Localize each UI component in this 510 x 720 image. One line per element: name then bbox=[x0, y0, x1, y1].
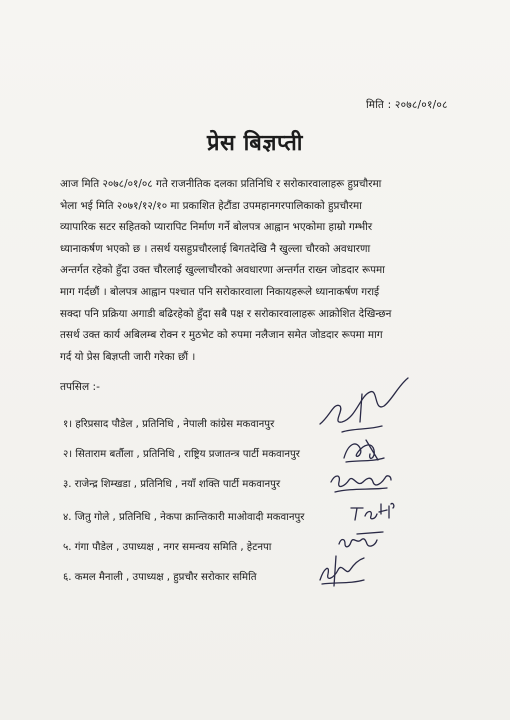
body-line: व्यापारिक सटर सहितको प्यारापिट निर्माण गर्ने बोलपत्र आह्वान भएकोमा हाम्रो गम्भीर bbox=[60, 221, 373, 234]
signatory-line: ३. राजेन्द्र शिम्खडा , प्रतिनिधि , नयाँ शक्ति पार्टी मकवानपुर bbox=[63, 479, 281, 490]
body-paragraph bbox=[60, 174, 462, 368]
handwritten-signature bbox=[338, 434, 388, 466]
handwritten-signature bbox=[325, 466, 395, 498]
body-line: भेला भई मिति २०७१/१२/१० मा प्रकाशित हेटौंडा उपमहानगरपालिकाको हुप्रचौरमा bbox=[60, 199, 362, 212]
date-line: मिति : २०७८/०१/०८ bbox=[366, 99, 448, 111]
handwritten-signature bbox=[333, 528, 387, 554]
body-line: अन्तर्गत रहेको हुँदा उक्त चौरलाई खुल्लाचौरको अवधारणा अन्तर्गत राख्न जोडदार रूपमा bbox=[60, 264, 385, 277]
handwritten-signature bbox=[312, 372, 412, 438]
body-line: माग गर्दछौं । बोलपत्र आह्वान पश्चात पनि सरोकारवाला निकायहरूले ध्यानाकर्षण गराई bbox=[60, 285, 380, 298]
handwritten-signature bbox=[312, 552, 370, 590]
body-line: तसर्थ उक्त कार्य अबिलम्ब रोक्न र मुठभेट को रुपमा नलैजान समेत जोडदार रूपमा माग bbox=[60, 329, 383, 342]
body-line: सक्दा पनि प्रक्रिया अगाडी बढिरहेको हुँदा सबै पक्ष र सरोकारवालाहरू आक्रोशित देखिन्छन bbox=[60, 307, 392, 320]
body-line: आज मिति २०७८/०१/०८ गते राजनीतिक दलका प्रतिनिधि र सरोकारवालाहरू हुप्रचौरमा bbox=[60, 178, 382, 190]
signatory-line: ४. जितु गोले , प्रतिनिधि , नेकपा क्रान्तिकारी माओवादी मकवानपुर bbox=[63, 512, 305, 523]
signatory-line: २। सिताराम बर्तौला , प्रतिनिधि , राष्ट्रिय प्रजातन्त्र पार्टी मकवानपुर bbox=[63, 449, 300, 460]
signatory-line: ६. कमल मैनाली , उपाध्यक्ष , हुप्रचौर सरोकार समिति bbox=[63, 572, 257, 583]
body-line: ध्यानाकर्षण भएको छ । तसर्थ यसहुप्रचौरलाई बिगतदेखि नै खुल्ला चौरको अवधारणा bbox=[60, 242, 371, 255]
signatory-line: १। हरिप्रसाद पौडेल , प्रतिनिधि , नेपाली कांग्रेस मकवानपुर bbox=[63, 419, 275, 430]
handwritten-signature bbox=[345, 498, 397, 526]
body-line: गर्द यो प्रेस बिज्ञप्ती जारी गरेका छौं । bbox=[60, 350, 196, 363]
list-heading: तपसिल :- bbox=[60, 381, 100, 393]
document-title: प्रेस बिज्ञप्ती bbox=[207, 131, 303, 156]
signatory-line: ५. गंगा पौडेल , उपाध्यक्ष , नगर समन्वय समिति , हेटनपा bbox=[63, 542, 272, 553]
